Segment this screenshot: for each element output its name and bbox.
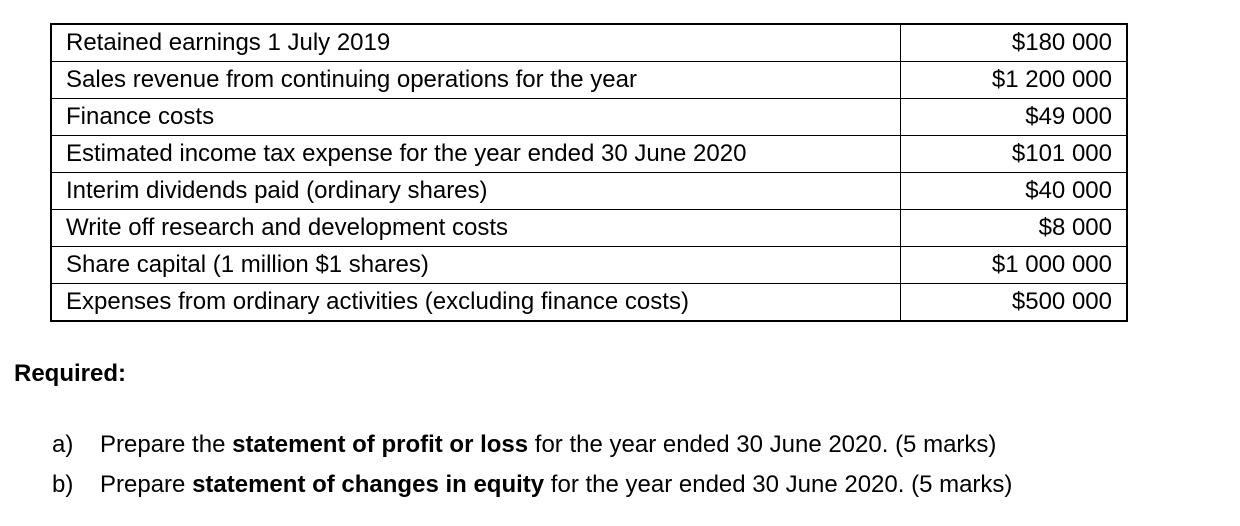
- row-value: $49 000: [901, 99, 1128, 136]
- row-label: Finance costs: [51, 99, 901, 136]
- row-value: $40 000: [901, 173, 1128, 210]
- task-list: [52, 425, 1012, 505]
- financial-data-table: [50, 23, 1128, 322]
- task-marker: a): [52, 431, 74, 458]
- table-row: [51, 247, 1127, 284]
- row-value: $8 000: [901, 210, 1128, 247]
- row-label: Estimated income tax expense for the year ended 30 June 2020: [51, 136, 901, 173]
- row-value: $500 000: [901, 284, 1128, 322]
- table-row: [51, 173, 1127, 210]
- row-value: $101 000: [901, 136, 1128, 173]
- task-item-b: [52, 465, 1012, 505]
- row-label: Write off research and development costs: [51, 210, 901, 247]
- table-row: [51, 210, 1127, 247]
- task-text-prefix: Prepare: [100, 471, 193, 498]
- task-text-emphasis: statement of changes in equity: [192, 471, 545, 498]
- row-label: Interim dividends paid (ordinary shares): [51, 173, 901, 210]
- row-value: $1 000 000: [901, 247, 1128, 284]
- row-value: $180 000: [901, 24, 1128, 62]
- task-marker: b): [52, 471, 74, 498]
- task-text-emphasis: statement of profit or loss: [232, 431, 529, 458]
- row-label: Sales revenue from continuing operations for the year: [51, 62, 901, 99]
- table-row: [51, 284, 1127, 322]
- table-row: [51, 136, 1127, 173]
- row-value: $1 200 000: [901, 62, 1128, 99]
- task-item-a: [52, 425, 1012, 465]
- table-row: [51, 24, 1127, 62]
- task-text-suffix: for the year ended 30 June 2020. (5 marks): [544, 471, 1013, 498]
- row-label: Expenses from ordinary activities (excluding finance costs): [51, 284, 901, 322]
- table-row: [51, 99, 1127, 136]
- task-text-suffix: for the year ended 30 June 2020. (5 marks): [528, 431, 997, 458]
- required-heading: Required:: [14, 360, 127, 387]
- row-label: Share capital (1 million $1 shares): [51, 247, 901, 284]
- task-text-prefix: Prepare the: [100, 431, 233, 458]
- row-label: Retained earnings 1 July 2019: [51, 24, 901, 62]
- table-row: [51, 62, 1127, 99]
